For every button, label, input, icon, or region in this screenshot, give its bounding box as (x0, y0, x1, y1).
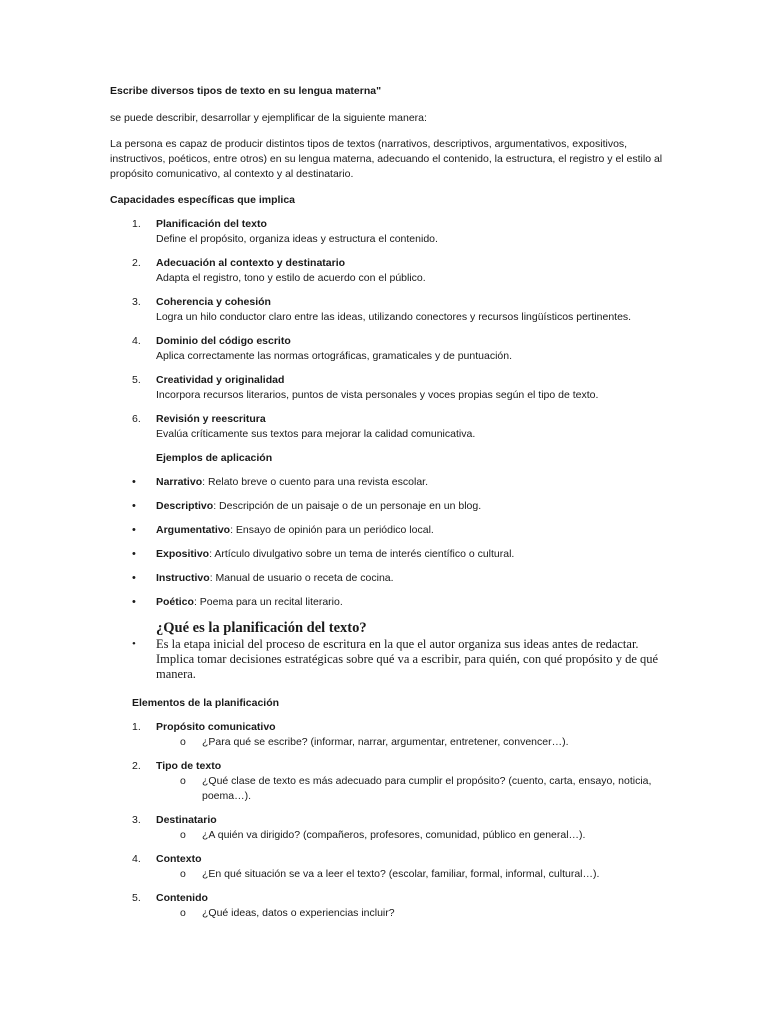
list-item (110, 547, 670, 562)
question-heading: ¿Qué es la planificación del texto? (156, 620, 367, 636)
list-item (110, 475, 670, 490)
question-answer (110, 637, 670, 682)
item-number: 5. (132, 374, 141, 386)
list-item (110, 217, 670, 247)
bullet-icon: • (132, 476, 136, 488)
answer-text: Es la etapa inicial del proceso de escritura en la que el autor organiza sus ideas antes de redactar. Implica tomar decisiones estratégicas sobre qué va a escribir, para quién, con qué propósito y de qué manera. (156, 637, 659, 681)
item-title: Coherencia y cohesión (156, 296, 271, 308)
circle-bullet-icon: o (180, 736, 186, 748)
planning-list (110, 720, 670, 921)
planning-heading: Elementos de la planificación (132, 697, 280, 709)
example-type: Narrativo (156, 476, 203, 488)
example-type: Instructivo (156, 572, 210, 584)
list-item (110, 571, 670, 586)
item-title: Creatividad y originalidad (156, 374, 285, 386)
example-type: Descriptivo (156, 500, 214, 512)
item-number: 2. (132, 760, 141, 772)
example-text: : Ensayo de opinión para un periódico local. (230, 524, 434, 536)
sub-item-text: ¿En qué situación se va a leer el texto? (escolar, familiar, formal, informal, cultural…). (202, 868, 600, 880)
list-item (110, 412, 670, 442)
example-text: : Relato breve o cuento para una revista escolar. (202, 476, 428, 488)
example-type: Argumentativo (156, 524, 231, 536)
circle-bullet-icon: o (180, 907, 186, 919)
example-type: Expositivo (156, 548, 210, 560)
bullet-icon: • (132, 524, 136, 536)
item-number: 4. (132, 853, 141, 865)
list-item (110, 256, 670, 286)
item-number: 3. (132, 814, 141, 826)
capacities-heading: Capacidades específicas que implica (110, 194, 296, 206)
item-number: 3. (132, 296, 141, 308)
examples-list (110, 475, 670, 610)
item-title: Planificación del texto (156, 218, 267, 230)
item-text: Evalúa críticamente sus textos para mejorar la calidad comunicativa. (156, 428, 476, 440)
document-title: Escribe diversos tipos de texto en su lengua materna" (110, 85, 382, 97)
circle-bullet-icon: o (180, 868, 186, 880)
item-number: 6. (132, 413, 141, 425)
bullet-icon: • (132, 596, 136, 608)
item-number: 2. (132, 257, 141, 269)
sub-item-text: ¿Qué clase de texto es más adecuado para cumplir el propósito? (cuento, carta, ensayo, noticia, poema…). (202, 775, 652, 802)
list-item (110, 813, 670, 843)
item-text: Define el propósito, organiza ideas y estructura el contenido. (156, 233, 438, 245)
example-text: : Manual de usuario o receta de cocina. (209, 572, 394, 584)
description-paragraph: La persona es capaz de producir distintos tipos de textos (narrativos, descriptivos, argumentativos, expositivos, instructivos, poéticos, entre otros) en su lengua materna, adecuando el contenido, la estructura, el registro y el estilo al propósito comunicativo, al contexto y al destinatario. (110, 138, 663, 180)
bullet-icon: • (132, 500, 136, 512)
item-title: Destinatario (156, 814, 217, 826)
sub-item-text: ¿A quién va dirigido? (compañeros, profesores, comunidad, público en general…). (202, 829, 586, 841)
list-item (110, 295, 670, 325)
list-item (110, 891, 670, 921)
item-text: Logra un hilo conductor claro entre las ideas, utilizando conectores y recursos lingüísticos pertinentes. (156, 311, 632, 323)
list-item (110, 595, 670, 610)
list-item (110, 852, 670, 882)
capacities-list (110, 217, 670, 442)
item-number: 1. (132, 218, 141, 230)
list-item (110, 334, 670, 364)
item-title: Dominio del código escrito (156, 335, 291, 347)
circle-bullet-icon: o (180, 829, 186, 841)
item-title: Propósito comunicativo (156, 721, 276, 733)
item-title: Contexto (156, 853, 202, 865)
item-title: Tipo de texto (156, 760, 222, 772)
item-number: 4. (132, 335, 141, 347)
sub-item (156, 735, 670, 750)
sub-item-text: ¿Qué ideas, datos o experiencias incluir? (202, 907, 395, 919)
list-item (110, 373, 670, 403)
sub-item-text: ¿Para qué se escribe? (informar, narrar, argumentar, entretener, convencer…). (202, 736, 569, 748)
bullet-icon: • (132, 548, 136, 560)
examples-heading: Ejemplos de aplicación (156, 452, 273, 464)
intro-text: se puede describir, desarrollar y ejemplificar de la siguiente manera: (110, 112, 427, 124)
example-text: : Artículo divulgativo sobre un tema de interés científico o cultural. (209, 548, 515, 560)
circle-bullet-icon: o (180, 775, 186, 787)
bullet-icon: • (132, 638, 136, 650)
sub-item (156, 906, 670, 921)
example-type: Poético (156, 596, 194, 608)
item-title: Contenido (156, 892, 208, 904)
list-item (110, 523, 670, 538)
sub-item (156, 867, 670, 882)
item-title: Adecuación al contexto y destinatario (156, 257, 346, 269)
document-page (110, 84, 670, 930)
item-text: Adapta el registro, tono y estilo de acuerdo con el público. (156, 272, 426, 284)
sub-item (156, 828, 670, 843)
item-number: 1. (132, 721, 141, 733)
item-text: Incorpora recursos literarios, puntos de vista personales y voces propias según el tipo de texto. (156, 389, 599, 401)
item-title: Revisión y reescritura (156, 413, 266, 425)
sub-item (156, 774, 670, 804)
list-item (110, 720, 670, 750)
bullet-icon: • (132, 572, 136, 584)
example-text: : Poema para un recital literario. (193, 596, 343, 608)
list-item (110, 499, 670, 514)
item-number: 5. (132, 892, 141, 904)
example-text: : Descripción de un paisaje o de un personaje en un blog. (213, 500, 482, 512)
item-text: Aplica correctamente las normas ortográficas, gramaticales y de puntuación. (156, 350, 513, 362)
list-item (110, 759, 670, 804)
